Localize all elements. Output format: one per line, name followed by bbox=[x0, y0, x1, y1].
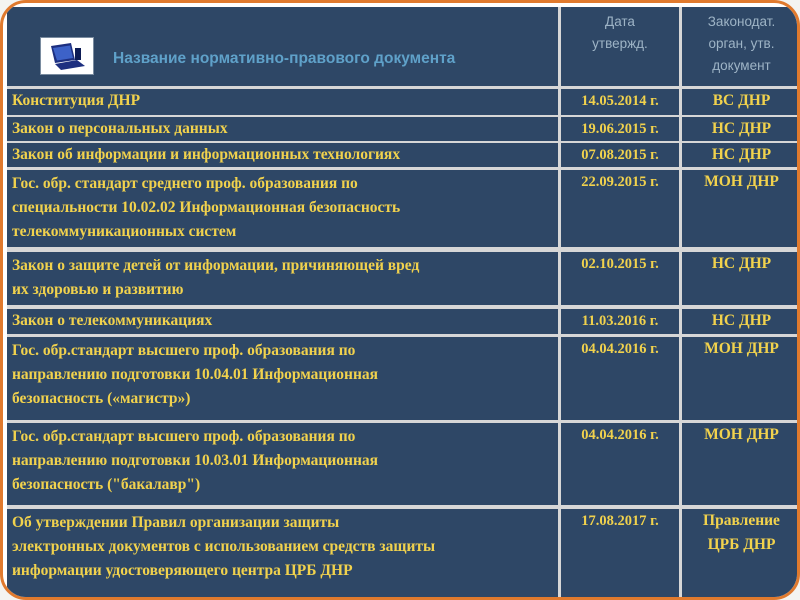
row-8-name: Гос. обр.стандарт высшего проф. образования по направлению подготовки 10.03.01 Информационная безопасность ("бакалавр") bbox=[7, 423, 558, 505]
row-9-name: Об утверждении Правил организации защиты электронных документов с использованием средств защиты информации удостоверяющего центра ЦРБ ДНР bbox=[7, 509, 558, 597]
row-6-name: Закон о телекоммуникациях bbox=[7, 309, 558, 334]
row-2-date: 19.06.2015 г. bbox=[561, 117, 679, 141]
header-date-cell: Дата утвержд. bbox=[561, 7, 679, 86]
row-5-org: НС ДНР bbox=[682, 252, 800, 305]
documents-table bbox=[7, 7, 800, 597]
row-3-name: Закон об информации и информационных технологиях bbox=[7, 143, 558, 167]
row-4-date: 22.09.2015 г. bbox=[561, 170, 679, 247]
header-org-cell: Законодат. орган, утв. документ bbox=[682, 7, 800, 86]
row-3-org: НС ДНР bbox=[682, 143, 800, 167]
row-5-date: 02.10.2015 г. bbox=[561, 252, 679, 305]
row-8-date: 04.04.2016 г. bbox=[561, 423, 679, 505]
row-7-name: Гос. обр.стандарт высшего проф. образования по направлению подготовки 10.04.01 Информационная безопасность («магистр») bbox=[7, 337, 558, 420]
row-2-name: Закон о персональных данных bbox=[7, 117, 558, 141]
row-7-date: 04.04.2016 г. bbox=[561, 337, 679, 420]
header-title: Название нормативно-правового документа bbox=[113, 50, 456, 67]
row-6-org: НС ДНР bbox=[682, 309, 800, 334]
row-4-org: МОН ДНР bbox=[682, 170, 800, 247]
row-2-org: НС ДНР bbox=[682, 117, 800, 141]
row-3-date: 07.08.2015 г. bbox=[561, 143, 679, 167]
row-5-name: Закон о защите детей от информации, причиняющей вред их здоровью и развитию bbox=[7, 252, 558, 305]
row-6-date: 11.03.2016 г. bbox=[561, 309, 679, 334]
header-title-cell bbox=[7, 7, 558, 86]
row-1-name: Конституция ДНР bbox=[7, 89, 558, 115]
row-4-name: Гос. обр. стандарт среднего проф. образования по специальности 10.02.02 Информационная безопасность телекоммуникационных систем bbox=[7, 170, 558, 247]
row-7-org: МОН ДНР bbox=[682, 337, 800, 420]
row-1-date: 14.05.2014 г. bbox=[561, 89, 679, 115]
row-9-date: 17.08.2017 г. bbox=[561, 509, 679, 597]
row-1-org: ВС ДНР bbox=[682, 89, 800, 115]
row-8-org: МОН ДНР bbox=[682, 423, 800, 505]
row-9-org: Правление ЦРБ ДНР bbox=[682, 509, 800, 597]
computer-logo-icon bbox=[40, 37, 94, 75]
